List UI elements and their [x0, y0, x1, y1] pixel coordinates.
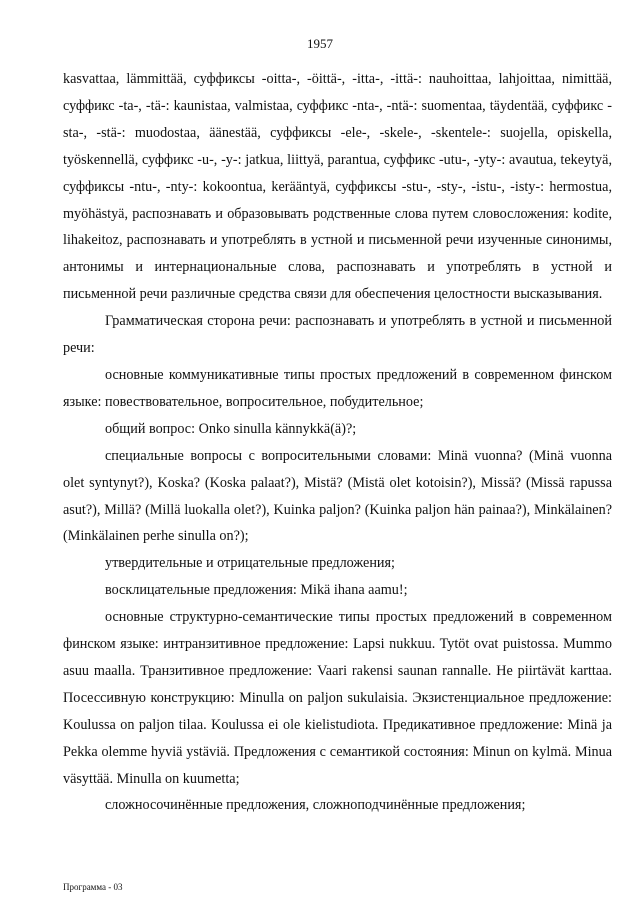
paragraph-derivation-suffixes: kasvattaa, lämmittää, суффиксы -oitta-, -öittä-, -itta-, -ittä-: nauhoittaa, lahjoittaa, nimittää, суффикс -ta-, -tä-: kaunistaa, valmistaa, суффикс -nta-, -ntä-: suomentaa, täydentää, суффикс -sta-, -stä-: muodostaa, äänestää, суффиксы -ele-, -skele-, -skentele-: suojella, opiskella, työskennellä, суффикс -u-, -y-: jatkua, liittyä, parantua, суффикс -utu-, -yty-: avautua, tekeytyä, суффиксы -ntu-, -nty-: kokoontua, kerääntyä, суффиксы -stu-, -sty-, -istu-, -isty-: hermostua, myöhästyä, распознавать и образовывать родственные слова путем словосложения: kodite, lihakeitoz, распознавать и употреблять в устной и письменной речи изученные синонимы, антонимы и интернациональные слова, распознавать и употреблять в устной и письменной речи различные средства связи для обеспечения целостности высказывания. [63, 71, 612, 303]
paragraph-exclamatory: восклицательные предложения: Mikä ihana aamu!; [105, 582, 408, 599]
footer-label: Программа - 03 [63, 882, 123, 892]
page-number: 1957 [307, 36, 333, 51]
paragraph-communicative-types: основные коммуникативные типы простых предложений в современном финском языке: повествовательное, вопросительное, побудительное; [63, 366, 612, 410]
body-text [63, 66, 612, 819]
paragraph-affirmative-negative: утвердительные и отрицательные предложения; [105, 555, 395, 572]
paragraph-compound-complex: сложносочинённые предложения, сложноподчинённые предложения; [105, 797, 526, 814]
paragraph-grammar-intro: Грамматическая сторона речи: распознавать и употреблять в устной и письменной речи: [63, 313, 612, 357]
paragraph-general-question: общий вопрос: Onko sinulla kännykkä(ä)?; [105, 420, 357, 437]
paragraph-structural-types: основные структурно-семантические типы простых предложений в современном финском языке: интранзитивное предложение: Lapsi nukkuu. Tytöt ovat puistossa. Mummo asuu maalla. Транзитивное предложение: Vaari rakensi saunan rannalle. He piirtävät karttaa. Посессивную конструкцию: Minulla on paljon sukulaisia. Экзистенциальное предложение: Koulussa on paljon tilaa. Koulussa ei ole kielistudiota. Предикативное предложение: Minä ja Pekka olemme hyviä ystäviä. Предложения с семантикой состояния: Minun on kylmä. Minua väsyttää. Minulla on kuumetta; [63, 609, 612, 787]
paragraph-special-questions: специальные вопросы с вопросительными словами: Minä vuonna? (Minä vuonna olet syntynyt?), Koska? (Koska palaat?), Mistä? (Mistä olet kotoisin?), Missä? (Missä rapussa asut?), Millä? (Millä luokalla olet?), Kuinka paljon? (Kuinka paljon hän painaa?), Minkälainen? (Minkälainen perhe sinulla on?); [63, 447, 612, 545]
